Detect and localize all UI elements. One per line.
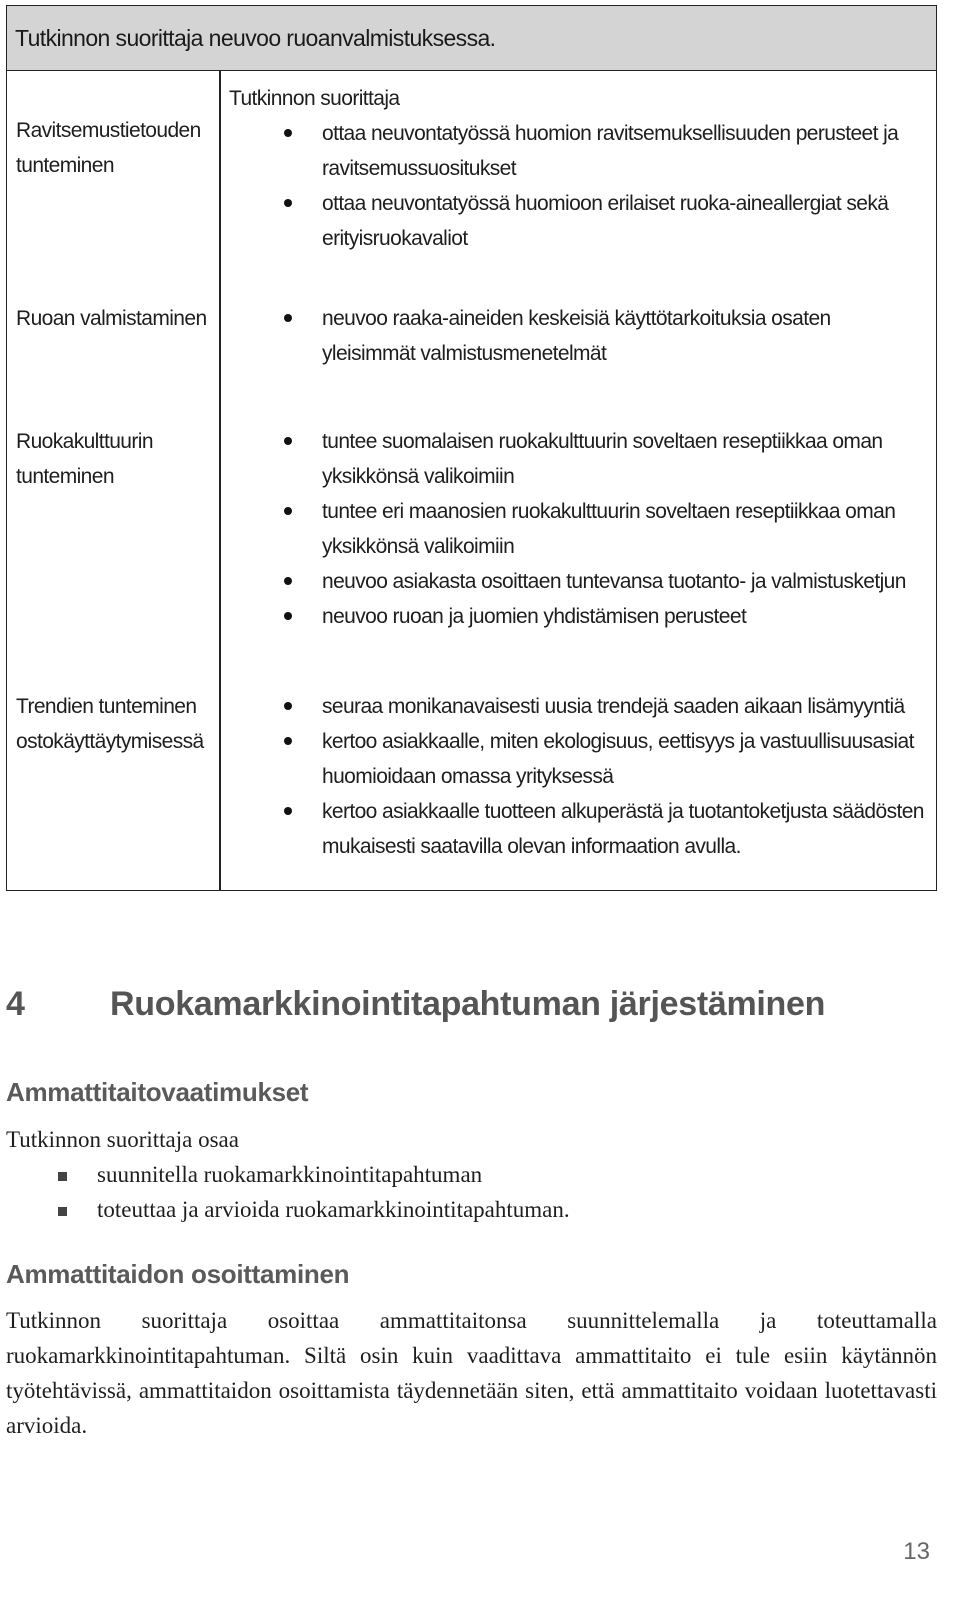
row-label-ruoan-valmistaminen: Ruoan valmistaminen [16,307,207,330]
requirements-list [6,1157,937,1227]
demonstration-heading: Ammattitaidon osoittaminen [6,1259,350,1289]
row-content-trendien [229,689,929,864]
requirements-intro: Tutkinnon suorittaja osaa [6,1127,239,1152]
row-label-trendien: Trendien tunteminen ostokäyttäytymisessä [16,695,204,753]
list-item: tuntee eri maanosien ruokakulttuurin soveltaen reseptiikkaa oman yksikkönsä valikoimiin [229,494,929,564]
list-item: toteuttaa ja arvioida ruokamarkkinointitapahtuman. [6,1192,937,1227]
list-item: tuntee suomalaisen ruokakulttuurin soveltaen reseptiikkaa oman yksikkönsä valikoimiin [229,424,929,494]
list-item: neuvoo raaka-aineiden keskeisiä käyttötarkoituksia osaten yleisimmät valmistusmenetelmät [229,301,929,371]
demonstration-text: Tutkinnon suorittaja osoittaa ammattitaitonsa suunnittelemalla ja toteuttamalla ruokamarkkinointitapahtuman. Siltä osin kuin vaadittava ammattitaito ei tule esiin käytännön työtehtävissä, ammattitaidon osoittamista täydennetään siten, että ammattitaito voidaan luotettavasti arvioida. [6,1308,937,1438]
bullet-list [229,424,929,634]
row-content-ravitsemustietouden [229,81,929,256]
bullet-list [229,116,929,256]
section-number: 4 [6,985,25,1023]
competence-table [6,5,937,891]
section-heading [6,985,825,1024]
bullet-list [229,301,929,371]
bullet-list [229,689,929,864]
list-item: ottaa neuvontatyössä huomioon erilaiset ruoka-aineallergiat sekä erityisruokavaliot [229,186,929,256]
list-item: neuvoo ruoan ja juomien yhdistämisen perusteet [229,599,929,634]
list-item: kertoo asiakkaalle tuotteen alkuperästä ja tuotantoketjusta säädösten mukaisesti saatavilla olevan informaation avulla. [229,794,929,864]
section-title: Ruokamarkkinointitapahtuman järjestäminen [110,985,826,1023]
row-label-ravitsemustietouden: Ravitsemustietouden tunteminen [16,119,201,177]
list-item: seuraa monikanavaisesti uusia trendejä saaden aikaan lisämyyntiä [229,689,929,724]
list-item: ottaa neuvontatyössä huomion ravitsemuksellisuuden perusteet ja ravitsemussuositukset [229,116,929,186]
table-header: Tutkinnon suorittaja neuvoo ruoanvalmistuksessa. [7,6,936,71]
row-content-ruoan-valmistaminen [229,301,929,371]
requirements-heading: Ammattitaitovaatimukset [6,1077,309,1107]
row-label-ruokakulttuurin: Ruokakulttuurin tunteminen [16,430,153,488]
table-body [7,71,936,890]
page-number: 13 [903,1538,930,1565]
list-item: kertoo asiakkaalle, miten ekologisuus, eettisyys ja vastuullisuusasiat huomioidaan omassa yrityksessä [229,724,929,794]
row-content-ruokakulttuurin [229,424,929,634]
requirements-block [6,1122,937,1227]
list-item: suunnitella ruokamarkkinointitapahtuman [6,1157,937,1192]
column-divider [219,71,221,890]
list-item: neuvoo asiakasta osoittaen tuntevansa tuotanto- ja valmistusketjun [229,564,929,599]
table-intro: Tutkinnon suorittaja [229,87,400,110]
